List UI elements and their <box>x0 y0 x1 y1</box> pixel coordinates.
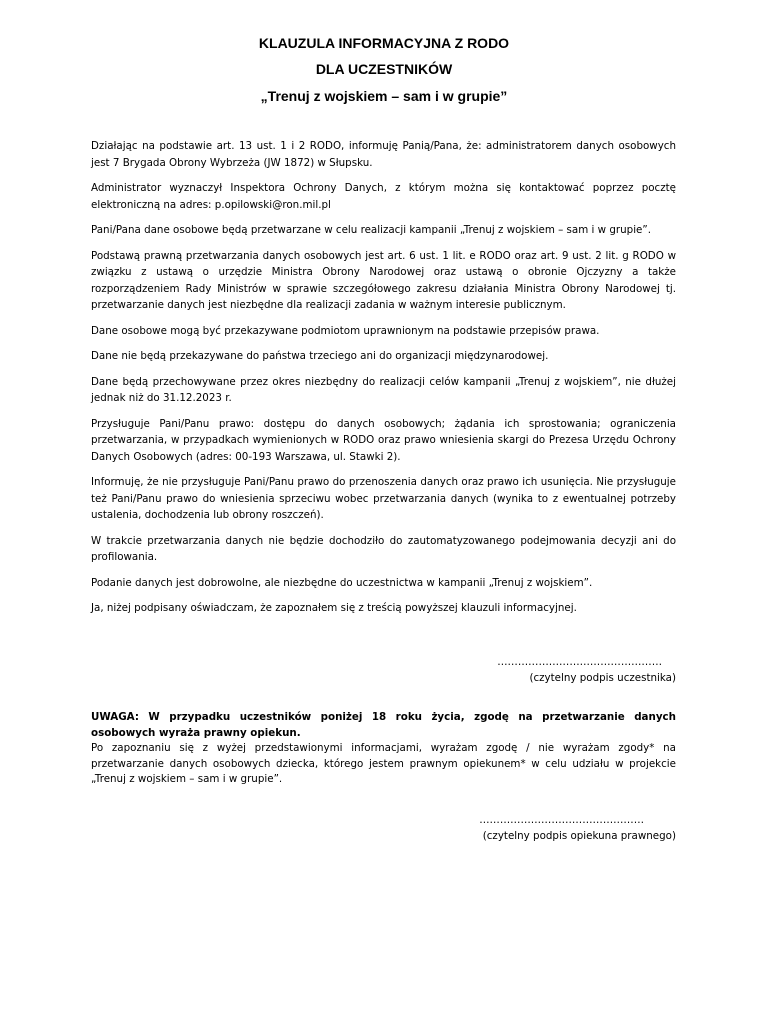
campaign-name: „Trenuj z wojskiem – sam i w grupie” <box>260 88 508 104</box>
warning-heading: UWAGA: W przypadku uczestników poniżej 18 roku życia, zgodę na przetwarzanie danych osobowych wyraża prawny opiekun. <box>91 711 676 739</box>
clause-paragraph-voluntary: Podanie danych jest dobrowolne, ale niezbędne do uczestnictwa w kampanii „Trenuj z wojskiem”. <box>91 576 593 589</box>
participant-signature <box>497 654 676 686</box>
clause-paragraph-no-rights: Informuję, że nie przysługuje Pani/Panu prawo do przenoszenia danych oraz prawo ich usunięcia. Nie przysługuje też Pani/Panu prawo do wniesienia sprzeciwu wobec przetwarzania danych (wynika to z ewentualnej potrzeby ustalenia, dochodzenia lub obrony roszczeń). <box>91 476 676 521</box>
clause-paragraph-recipients: Dane osobowe mogą być przekazywane podmiotom uprawnionym na podstawie przepisów prawa. <box>91 324 600 337</box>
clause-paragraph-legal-basis: Podstawą prawną przetwarzania danych osobowych jest art. 6 ust. 1 lit. e RODO oraz art. 9 ust. 2 lit. g RODO w związku z ustawą o urzędzie Ministra Obrony Narodowej oraz ustawą o obronie Ojczyzny a także rozporządzeniem Rady Ministrów w sprawie szczegółowego zakresu działania Ministra Obrony Narodowej tj. przetwarzanie danych jest niezbędne dla realizacji zadania w ważnym interesie publicznym. <box>91 249 676 311</box>
participant-signature-label: (czytelny podpis uczestnika) <box>529 672 676 684</box>
clause-paragraph-administrator: Działając na podstawie art. 13 ust. 1 i 2 RODO, informuję Panią/Pana, że: administratorem danych osobowych jest 7 Brygada Obrony Wybrzeża (JW 1872) w Słupsku. <box>91 140 676 169</box>
clause-paragraph-third-country: Dane nie będą przekazywane do państwa trzeciego ani do organizacji międzynarodowej. <box>91 350 549 362</box>
guardian-consent-section <box>91 710 676 788</box>
guardian-signature-label: (czytelny podpis opiekuna prawnego) <box>482 830 676 842</box>
guardian-signature <box>479 812 676 844</box>
clause-body <box>91 138 676 626</box>
guardian-signature-line: ………………………………………… <box>479 814 644 826</box>
clause-paragraph-declaration: Ja, niżej podpisany oświadczam, że zapoznałem się z treścią powyższej klauzuli informacyjnej. <box>91 602 577 614</box>
clause-paragraph-purpose: Pani/Pana dane osobowe będą przetwarzane w celu realizacji kampanii „Trenuj z wojskiem – sam i w grupie”. <box>91 224 651 236</box>
clause-paragraph-retention: Dane będą przechowywane przez okres niezbędny do realizacji celów kampanii „Trenuj z wojskiem”, nie dłużej jednak niż do 31.12.2023 r. <box>91 375 676 404</box>
participant-signature-line: ………………………………………… <box>497 656 662 668</box>
clause-paragraph-profiling: W trakcie przetwarzania danych nie będzie dochodziło do zautomatyzowanego podejmowania decyzji ani do profilowania. <box>91 534 676 563</box>
clause-paragraph-rights: Przysługuje Pani/Panu prawo: dostępu do danych osobowych; żądania ich sprostowania; ograniczenia przetwarzania, w przypadkach wymienionych w RODO oraz prawo wniesienia skargi do Prezesa Urzędu Ochrony Danych Osobowych (adres: 00-193 Warszawa, ul. Stawki 2). <box>91 417 676 463</box>
document-title: KLAUZULA INFORMACYJNA Z RODO <box>258 35 510 51</box>
document-subtitle: DLA UCZESTNIKÓW <box>315 61 453 77</box>
guardian-consent-text: Po zapoznaniu się z wyżej przedstawionymi informacjami, wyrażam zgodę / nie wyrażam zgody* na przetwarzanie danych osobowych dziecka, którego jestem prawnym opiekunem* w celu udziału w projekcie „Trenuj z wojskiem – sam i w grupie”. <box>91 742 676 785</box>
clause-paragraph-iod: Administrator wyznaczył Inspektora Ochrony Danych, z którym można się kontaktować poprzez pocztę elektroniczną na adres: p.opilowski@ron.mil.pl <box>91 182 676 211</box>
